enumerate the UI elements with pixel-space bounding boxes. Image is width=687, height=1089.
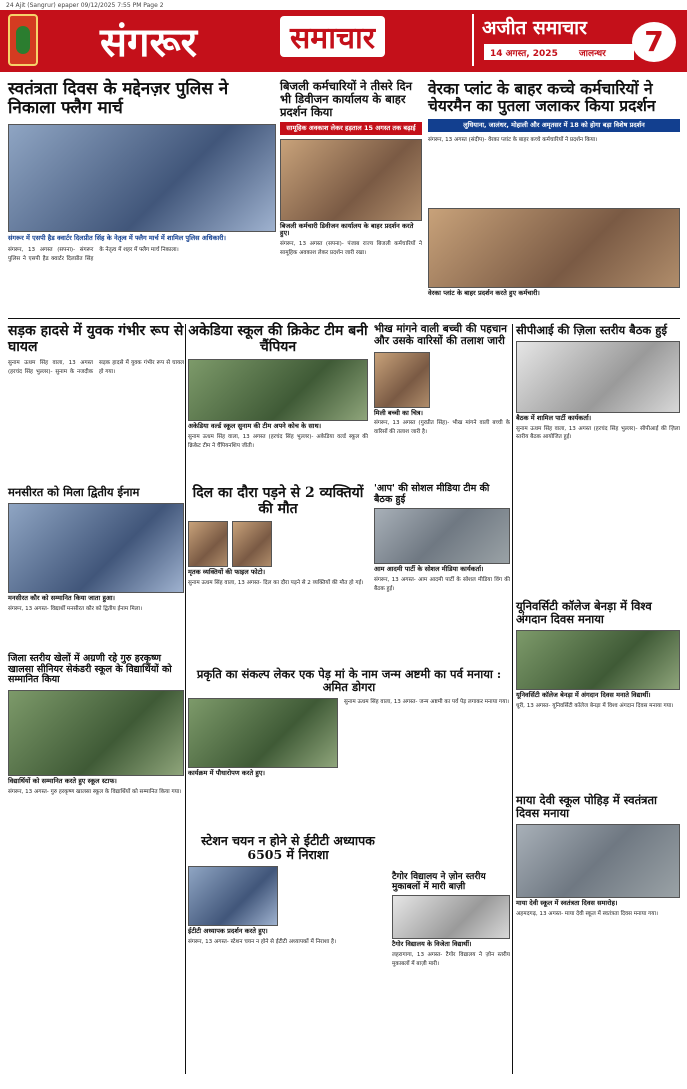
article-body: सुनाम ऊधम सिंह वाला, 13 अगस्त (हरचंद सिंह भुल्लर)- सीपीआई की ज़िला स्तरीय बैठक आयोजित हुई।	[516, 425, 680, 441]
photo	[516, 341, 680, 413]
issue-date: 14 अगस्त, 2025	[490, 49, 558, 59]
article-tagore-school	[392, 872, 510, 1072]
headline: अकेडिया स्कूल की क्रिकेट टीम बनी चैंपियन	[188, 323, 368, 355]
headline: सड़क हादसे में युवक गंभीर रूप से घायल	[8, 323, 184, 355]
article-khalsa-school	[8, 654, 184, 860]
article-body: संगरूर, 13 अगस्त (संदीप)- वेरका प्लांट के बाहर कच्चे कर्मचारियों ने प्रदर्शन किया।	[428, 136, 598, 143]
headline: 'आप' की सोशल मीडिया टीम की बैठक हुई	[374, 483, 490, 505]
photo-caption: बिजली कर्मचारी डिवीजन कार्यालय के बाहर प्रदर्शन करते हुए।	[280, 221, 414, 238]
article-cricket-champion	[188, 324, 368, 480]
article-power-employees	[280, 80, 422, 310]
photo	[374, 508, 510, 564]
headline: मनसीरत को मिला द्वितीय ईनाम	[8, 485, 140, 499]
headline: टैगोर विद्यालय ने ज़ोन स्तरीय मुकाबलों में मारी बाज़ी	[392, 872, 486, 893]
article-cpi-meeting	[516, 324, 680, 594]
article-tree-plantation	[188, 668, 510, 826]
paper-name: अजीत समाचार	[482, 17, 587, 39]
article-body: संगरूर, 13 अगस्त- विद्यार्थी मनसीरत कौर को द्वितीय ईनाम मिला।	[8, 605, 143, 612]
photo-caption: आम आदमी पार्टी के सोशल मीडिया कार्यकर्ता।	[374, 565, 484, 574]
headline: स्वतंत्रता दिवस के मद्देनज़र पुलिस ने निकाला फ्लैग मार्च	[8, 79, 229, 119]
photo	[188, 521, 228, 567]
article-body: धूरी, 13 अगस्त- यूनिवर्सिटी कॉलेज बेनड़ा में विश्व अंगदान दिवस मनाया गया।	[516, 702, 674, 709]
article-body: सुनाम ऊधम सिंह वाला, 13 अगस्त (हरचंद सिंह भुल्लर)- अकेडिया वर्ल्ड स्कूल की क्रिकेट टीम ने चैंपियनशिप जीती।	[188, 434, 368, 449]
article-body: संगरूर, 13 अगस्त (सपना)- पंजाब राज्य बिजली कर्मचारियों ने सामूहिक अवकाश लेकर प्रदर्शन जारी रखा।	[280, 241, 422, 256]
photo-row	[188, 521, 368, 567]
photo	[8, 503, 184, 593]
headline: सीपीआई की ज़िला स्तरीय बैठक हुई	[516, 323, 667, 337]
photo-caption: विद्यार्थियों को सम्मानित करते हुए स्कूल स्टाफ।	[8, 776, 117, 785]
headline: बिजली कर्मचारियों ने तीसरे दिन भी डिवीजन कार्यालय के बाहर प्रदर्शन किया	[280, 79, 413, 119]
photo	[8, 124, 276, 232]
masthead	[0, 10, 687, 72]
divider	[8, 318, 680, 319]
article-body: अहमदगढ़, 13 अगस्त- माया देवी स्कूल में स्वतंत्रता दिवस मनाया गया।	[516, 910, 659, 917]
article-body: संगरूर, 13 अगस्त- आम आदमी पार्टी के सोशल मीडिया विंग की बैठक हुई।	[374, 577, 510, 592]
headline: भीख मांगने वाली बच्ची की पहचान और उसके वारिसों की तलाश जारी	[374, 323, 507, 347]
headline: यूनिवर्सिटी कॉलेज बेनड़ा में विश्व अंगदान दिवस मनाया	[516, 599, 652, 626]
photo-caption: बैठक में शामिल पार्टी कार्यकर्ता।	[516, 413, 592, 422]
headline: दिल का दौरा पड़ने से 2 व्यक्तियों की मौत	[192, 485, 364, 517]
column-divider	[185, 324, 186, 1074]
article-body: संगरूर, 13 अगस्त- गुरु हरकृष्ण खालसा स्कूल के विद्यार्थियों को सम्मानित किया गया।	[8, 788, 182, 795]
article-ett-teachers	[188, 834, 388, 1074]
article-missing-girl	[374, 324, 510, 479]
article-aap-social-media	[374, 484, 510, 600]
photo	[516, 824, 680, 898]
photo	[232, 521, 272, 567]
headline: स्टेशन चयन न होने से ईटीटी अध्यापक 6505 में निराशा	[201, 833, 375, 862]
masthead-emblem	[8, 14, 38, 66]
photo	[516, 630, 680, 690]
photo-caption: यूनिवर्सिटी कॉलेज बेनड़ा में अंगदान दिवस मनाते विद्यार्थी।	[516, 690, 651, 699]
article-body: सुनाम ऊधम सिंह वाला, 13 अगस्त- दिल का दौरा पड़ने से 2 व्यक्तियों की मौत हो गई।	[188, 580, 364, 587]
photo-caption: ईटीटी अध्यापक प्रदर्शन करते हुए।	[188, 927, 268, 935]
article-body: सुनाम ऊधम सिंह वाला, 13 अगस्त- जन्म अष्टमी का पर्व पेड़ लगाकर मनाया गया।	[344, 698, 510, 705]
issue-date-bar	[484, 44, 634, 60]
photo-column	[188, 698, 338, 808]
article-body: सुनाम ऊधम सिंह वाला, 13 अगस्त (हरचंद सिंह भुल्लर)- सुनाम के नजदीक सड़क हादसे में युवक गंभीर रूप से घायल हो गया।	[8, 360, 184, 375]
headline: वेरका प्लांट के बाहर कच्चे कर्मचारियों ने चेयरमैन का पुतला जलाकर किया प्रदर्शन	[428, 79, 656, 116]
photo-caption: वेरका प्लांट के बाहर प्रदर्शन करते हुए कर्मचारी।	[428, 288, 540, 297]
photo-caption: संगरूर में एसपी हैड क्वार्टर दिलप्रीत सिंह के नेतृत्व में फ्लैग मार्च में शामिल पुलिस अधिकारी।	[8, 234, 226, 243]
article-body: संगरूर, 13 अगस्त (गुरप्रीत सिंह)- भीख मांगने वाली बच्ची के वारिसों की तलाश जारी है।	[374, 420, 510, 435]
photo-caption: टैगोर विद्यालय के विजेता विद्यार्थी।	[392, 940, 472, 949]
subhead-banner: लुधियाना, जालंधर, मोहाली और अमृतसर में 18 को होगा बड़ा विशेष प्रदर्शन	[428, 119, 680, 132]
epaper-topline: 24 Ajit (Sangrur) epaper 09/12/2025 7:55 PM Page 2	[6, 2, 164, 9]
article-verka-plant	[428, 80, 680, 312]
article-body: लहरागागा, 13 अगस्त- टैगोर विद्यालय ने ज़ोन स्तरीय मुकाबलों में बाज़ी मारी।	[392, 951, 510, 967]
article-mansirat-prize	[8, 486, 184, 648]
photo	[280, 139, 422, 221]
article-body: संगरूर, 13 अगस्त (सपना)- संगरूर पुलिस ने एसपी हैड क्वार्टर दिलप्रीत सिंह के नेतृत्व में शहर में फ्लैग मार्च निकाला।	[8, 246, 179, 262]
article-maya-devi-school	[516, 794, 680, 1072]
article-organ-donation	[516, 600, 680, 788]
headline: माया देवी स्कूल पोहिड़ में स्वतंत्रता दिवस मनाया	[516, 793, 658, 820]
masthead-title-left: संगरूर	[100, 19, 197, 66]
masthead-title-right: समाचार	[280, 16, 385, 57]
photo	[188, 698, 338, 768]
column-divider	[512, 324, 513, 1074]
photo-caption: मिली बच्ची का चित्र।	[374, 408, 423, 417]
photo-caption: अकेडिया वर्ल्ड स्कूल सुनाम की टीम अपने कोच के साथ।	[188, 422, 322, 431]
photo	[8, 690, 184, 776]
photo-caption: मृतक व्यक्तियों की फाइल फोटो।	[188, 568, 266, 577]
issue-city: जालन्धर	[578, 49, 606, 59]
article-flag-march	[8, 80, 276, 280]
headline: जिला स्तरीय खेलों में अग्रणी रहे गुरु हरकृष्ण खालसा सीनियर सेकंडरी स्कूल के विद्यार्थियों को सम्मानित किया	[8, 653, 172, 686]
article-body: संगरूर, 13 अगस्त- स्टेशन चयन न होने से ईटीटी अध्यापकों में निराशा है।	[188, 938, 337, 945]
article-heart-attack	[188, 486, 368, 662]
photo-caption: माया देवी स्कूल में स्वतंत्रता दिवस समारोह।	[516, 898, 618, 907]
masthead-paper-box	[472, 14, 640, 66]
photo-caption: कार्यक्रम में पौधारोपण करते हुए।	[188, 768, 265, 777]
photo	[374, 352, 430, 408]
subhead-banner: सामूहिक अवकाश लेकर हड़ताल 15 अगस्त तक बढ़ाई	[280, 122, 422, 135]
headline: प्रकृति का संकल्प लेकर एक पेड़ मां के नाम जन्म अष्टमी का पर्व मनाया : अमित डोगरा	[196, 667, 502, 694]
photo	[188, 359, 368, 421]
article-columns	[188, 698, 510, 808]
page-number: 7	[632, 22, 676, 62]
photo	[392, 895, 510, 939]
photo	[428, 208, 680, 288]
article-road-accident	[8, 324, 184, 476]
photo	[188, 866, 278, 926]
photo-caption: मनसीरत कौर को सम्मानित किया जाता हुआ।	[8, 593, 116, 602]
